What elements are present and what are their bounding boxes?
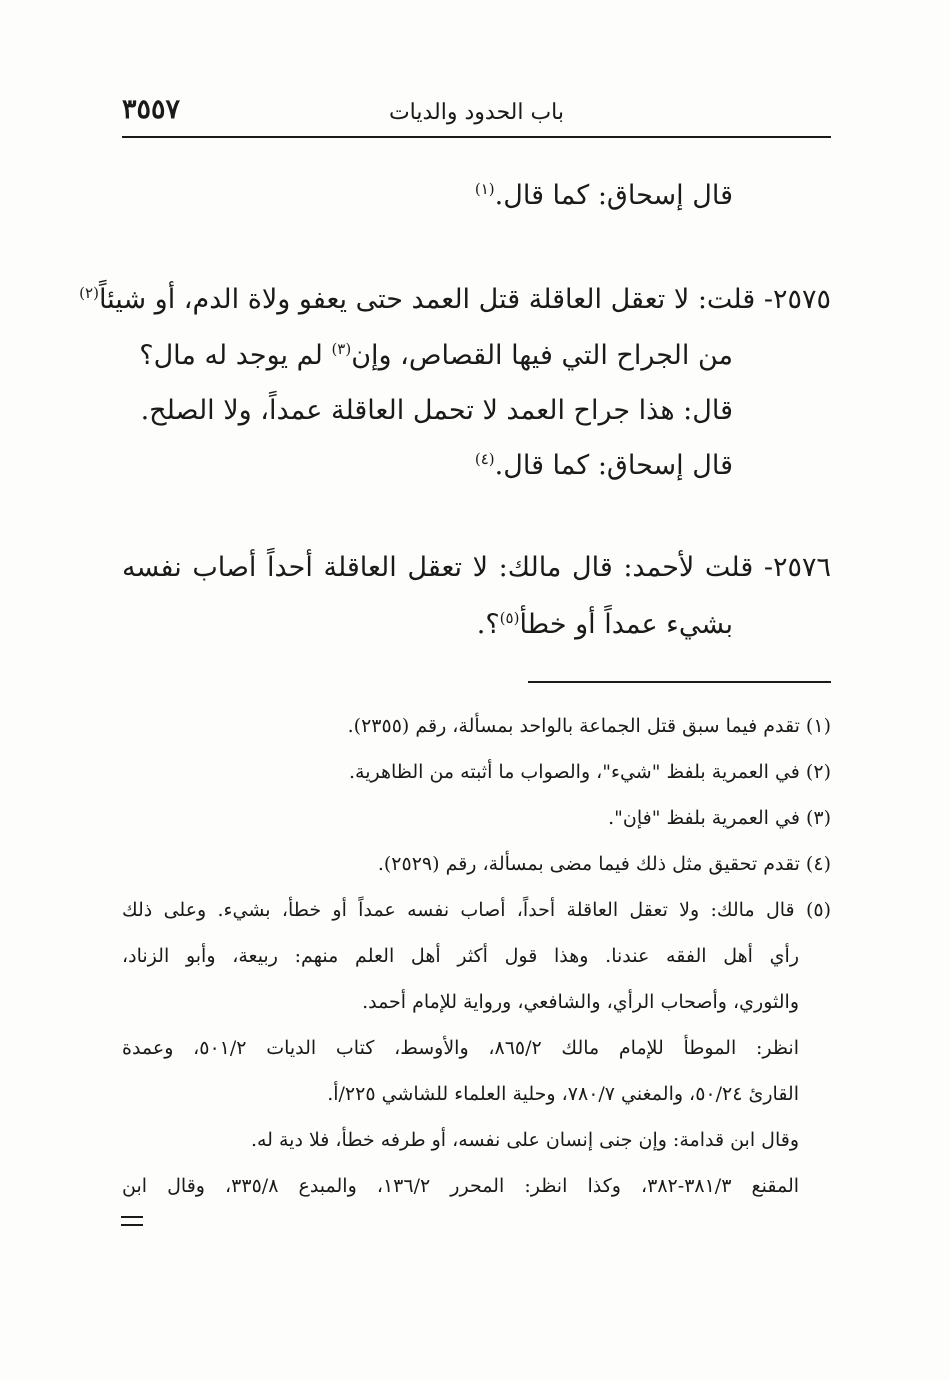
text-line bbox=[141, 391, 733, 431]
text-line bbox=[477, 605, 733, 645]
footnote-5-line: والثوري، وأصحاب الرأي، والشافعي، ورواية للإمام أحمد. bbox=[362, 991, 799, 1013]
footnote-5-line: انظر: الموطأ للإمام مالك ٨٦٥/٢، والأوسط، كتاب الديات ٥٠١/٢، وعمدة bbox=[122, 1037, 799, 1059]
text-run: ؟. bbox=[476, 609, 500, 640]
footnote-ref: (١) bbox=[474, 180, 495, 198]
footnote-5-line: وقال ابن قدامة: وإن جنى إنسان على نفسه، أو طرفه خطأ، فلا دية له. bbox=[250, 1129, 799, 1151]
footnote-1: (١) تقدم فيما سبق قتل الجماعة بالواحد بمسألة، رقم (٢٣٥٥). bbox=[347, 715, 831, 737]
footnote-3: (٣) في العمرية بلفظ "فإن". bbox=[608, 807, 831, 829]
footnote-ref: (٥) bbox=[499, 609, 520, 627]
running-title: باب الحدود والديات bbox=[388, 100, 565, 125]
footnote-4: (٤) تقدم تحقيق مثل ذلك فيما مضى بمسألة، رقم (٢٥٢٩). bbox=[377, 853, 831, 875]
footnote-ref: (٣) bbox=[331, 340, 352, 358]
text-run: من الجراح التي فيها القصاص، وإن bbox=[351, 340, 733, 371]
text-run: بشيء عمداً أو خطأ bbox=[519, 609, 733, 640]
text-run: قال: هذا جراح العمد لا تحمل العاقلة عمداً، ولا الصلح. bbox=[140, 395, 733, 426]
text-run: قال إسحاق: كما قال. bbox=[494, 180, 733, 211]
text-line bbox=[475, 446, 733, 486]
text-run: ٢٥٧٦- قلت لأحمد: قال مالك: لا تعقل العاقلة أحداً أصاب نفسه bbox=[122, 552, 831, 583]
question-2576-line bbox=[122, 548, 831, 588]
page-number: ٣٥٥٧ bbox=[122, 94, 181, 125]
footnote-ref: (٢) bbox=[79, 284, 99, 302]
footnote-ref: (٤) bbox=[474, 450, 495, 468]
header-rule bbox=[122, 136, 831, 138]
page-header bbox=[122, 92, 831, 138]
footnote-5-line: القارئ ٥٠/٢٤، والمغني ٧٨٠/٧، وحلية العلماء للشاشي ٢٢٥/أ. bbox=[327, 1083, 799, 1105]
footnote-2: (٢) في العمرية بلفظ "شيء"، والصواب ما أثبته من الظاهرية. bbox=[348, 761, 831, 783]
text-run: لم يوجد له مال؟ bbox=[139, 340, 332, 371]
footnote-5-line: (٥) قال مالك: ولا تعقل العاقلة أحداً، أصاب نفسه عمداً أو خطأ، بشيء. وعلى ذلك bbox=[122, 899, 831, 921]
question-2575-line bbox=[79, 280, 831, 320]
text-line bbox=[475, 176, 733, 216]
text-line bbox=[139, 336, 733, 376]
continuation-mark bbox=[121, 1216, 143, 1232]
footnote-5-line: المقنع ٣٨١/٣-٣٨٢، وكذا انظر: المحرر ١٣٦/٢، والمبدع ٣٣٥/٨، وقال ابن bbox=[122, 1175, 800, 1197]
text-run: قال إسحاق: كما قال. bbox=[494, 450, 733, 481]
footnote-separator bbox=[528, 681, 831, 683]
text-run: ٢٥٧٥- قلت: لا تعقل العاقلة قتل العمد حتى يعفو ولاة الدم، أو شيئاً bbox=[98, 284, 831, 315]
footnote-5-line: رأي أهل الفقه عندنا. وهذا قول أكثر أهل العلم منهم: ربيعة، وأبو الزناد، bbox=[122, 945, 799, 967]
